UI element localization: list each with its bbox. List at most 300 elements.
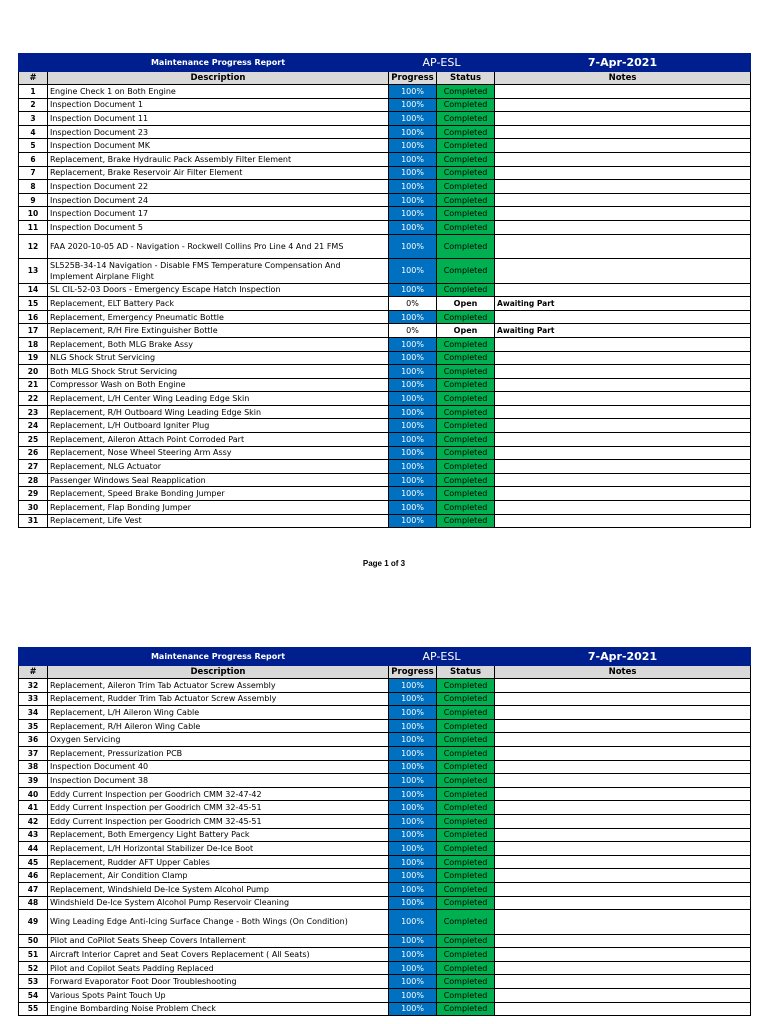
progress-cell: 100% [389, 882, 437, 896]
status-cell: Completed [437, 310, 495, 324]
table-row [19, 351, 751, 365]
status-cell: Completed [437, 774, 495, 788]
notes-cell [495, 351, 751, 365]
table-row [19, 692, 751, 706]
row-number: 53 [19, 975, 48, 989]
task-description: Engine Check 1 on Both Engine [48, 85, 389, 99]
col-notes-header: Notes [495, 72, 751, 85]
notes-cell [495, 473, 751, 487]
table-row [19, 392, 751, 406]
notes-cell [495, 787, 751, 801]
task-description: Replacement, ELT Battery Pack [48, 297, 389, 311]
row-number: 20 [19, 365, 48, 379]
task-description: Replacement, R/H Aileron Wing Cable [48, 719, 389, 733]
progress-cell: 100% [389, 760, 437, 774]
progress-cell: 100% [389, 392, 437, 406]
table-row [19, 501, 751, 515]
progress-cell: 0% [389, 324, 437, 338]
progress-cell: 100% [389, 1002, 437, 1016]
status-cell: Completed [437, 882, 495, 896]
progress-cell: 100% [389, 842, 437, 856]
progress-cell: 100% [389, 514, 437, 528]
status-cell: Completed [437, 896, 495, 910]
aircraft-registration: AP-ESL [389, 648, 495, 666]
notes-cell [495, 220, 751, 234]
table-row [19, 814, 751, 828]
row-number: 9 [19, 193, 48, 207]
status-cell: Completed [437, 501, 495, 515]
task-description: Replacement, Brake Hydraulic Pack Assembly Filter Element [48, 152, 389, 166]
row-number: 30 [19, 501, 48, 515]
row-number: 28 [19, 473, 48, 487]
status-cell: Completed [437, 787, 495, 801]
status-cell: Completed [437, 828, 495, 842]
progress-cell: 100% [389, 405, 437, 419]
col-num-header: # [19, 72, 48, 85]
status-cell: Open [437, 297, 495, 311]
progress-cell: 100% [389, 85, 437, 99]
status-cell: Completed [437, 125, 495, 139]
status-cell: Completed [437, 180, 495, 194]
progress-cell: 100% [389, 679, 437, 693]
task-description: Replacement, R/H Outboard Wing Leading Edge Skin [48, 405, 389, 419]
notes-cell [495, 746, 751, 760]
notes-cell [495, 433, 751, 447]
status-cell: Completed [437, 948, 495, 962]
task-description: Replacement, Air Condition Clamp [48, 869, 389, 883]
table-row [19, 801, 751, 815]
status-cell: Completed [437, 473, 495, 487]
notes-cell [495, 112, 751, 126]
status-cell: Completed [437, 419, 495, 433]
task-description: Replacement, R/H Fire Extinguisher Bottle [48, 324, 389, 338]
status-cell: Completed [437, 460, 495, 474]
notes-cell [495, 679, 751, 693]
col-num-header: # [19, 666, 48, 679]
status-cell: Completed [437, 961, 495, 975]
status-cell: Completed [437, 487, 495, 501]
notes-cell [495, 446, 751, 460]
task-description: Various Spots Paint Touch Up [48, 988, 389, 1002]
task-description: Replacement, Pressurization PCB [48, 746, 389, 760]
table-row [19, 760, 751, 774]
notes-cell [495, 166, 751, 180]
notes-cell [495, 487, 751, 501]
notes-cell [495, 139, 751, 153]
row-number: 16 [19, 310, 48, 324]
notes-cell [495, 934, 751, 948]
status-cell: Completed [437, 392, 495, 406]
task-rows-page-2 [19, 679, 751, 1016]
notes-cell [495, 842, 751, 856]
report-page-2 [18, 647, 750, 1016]
progress-cell: 100% [389, 337, 437, 351]
table-row [19, 324, 751, 338]
row-number: 14 [19, 283, 48, 297]
table-row [19, 746, 751, 760]
progress-cell: 100% [389, 310, 437, 324]
progress-cell: 100% [389, 166, 437, 180]
notes-cell [495, 814, 751, 828]
row-number: 54 [19, 988, 48, 1002]
progress-cell: 100% [389, 98, 437, 112]
task-description: Inspection Document 40 [48, 760, 389, 774]
row-number: 12 [19, 234, 48, 259]
task-description: Inspection Document 17 [48, 207, 389, 221]
progress-cell: 100% [389, 948, 437, 962]
task-description: Inspection Document MK [48, 139, 389, 153]
progress-cell: 100% [389, 910, 437, 935]
status-cell: Completed [437, 234, 495, 259]
row-number: 23 [19, 405, 48, 419]
notes-cell [495, 760, 751, 774]
table-row [19, 283, 751, 297]
table-row [19, 310, 751, 324]
table-row [19, 828, 751, 842]
task-description: Eddy Current Inspection per Goodrich CMM 32-47-42 [48, 787, 389, 801]
status-cell: Completed [437, 365, 495, 379]
task-description: Eddy Current Inspection per Goodrich CMM 32-45-51 [48, 814, 389, 828]
col-notes-header: Notes [495, 666, 751, 679]
table-row [19, 706, 751, 720]
progress-cell: 100% [389, 733, 437, 747]
notes-cell: Awaiting Part [495, 297, 751, 311]
task-description: Windshield De-Ice System Alcohol Pump Reservoir Cleaning [48, 896, 389, 910]
progress-cell: 100% [389, 473, 437, 487]
row-number: 52 [19, 961, 48, 975]
progress-cell: 100% [389, 746, 437, 760]
table-row [19, 948, 751, 962]
status-cell: Completed [437, 679, 495, 693]
report-date: 7-Apr-2021 [495, 648, 751, 666]
row-number: 17 [19, 324, 48, 338]
status-cell: Completed [437, 220, 495, 234]
notes-cell [495, 460, 751, 474]
row-number: 50 [19, 934, 48, 948]
notes-cell [495, 719, 751, 733]
maintenance-table-page-2 [18, 647, 751, 1016]
progress-cell: 100% [389, 220, 437, 234]
row-number: 48 [19, 896, 48, 910]
row-number: 45 [19, 855, 48, 869]
row-number: 13 [19, 259, 48, 284]
progress-cell: 100% [389, 692, 437, 706]
task-description: NLG Shock Strut Servicing [48, 351, 389, 365]
table-row [19, 719, 751, 733]
progress-cell: 100% [389, 283, 437, 297]
col-status-header: Status [437, 72, 495, 85]
task-description: Oxygen Servicing [48, 733, 389, 747]
table-row [19, 733, 751, 747]
task-description: Inspection Document 11 [48, 112, 389, 126]
status-cell: Completed [437, 259, 495, 284]
status-cell: Completed [437, 514, 495, 528]
status-cell: Completed [437, 351, 495, 365]
status-cell: Completed [437, 801, 495, 815]
progress-cell: 100% [389, 351, 437, 365]
task-description: Replacement, Brake Reservoir Air Filter Element [48, 166, 389, 180]
row-number: 11 [19, 220, 48, 234]
table-row [19, 473, 751, 487]
status-cell: Completed [437, 139, 495, 153]
report-title-row [19, 54, 751, 72]
table-row [19, 125, 751, 139]
status-cell: Completed [437, 975, 495, 989]
progress-cell: 100% [389, 139, 437, 153]
status-cell: Completed [437, 706, 495, 720]
table-row [19, 869, 751, 883]
row-number: 39 [19, 774, 48, 788]
notes-cell [495, 733, 751, 747]
row-number: 1 [19, 85, 48, 99]
task-description: Replacement, Both MLG Brake Assy [48, 337, 389, 351]
status-cell: Completed [437, 337, 495, 351]
report-date: 7-Apr-2021 [495, 54, 751, 72]
report-title-row [19, 648, 751, 666]
task-description: Passenger Windows Seal Reapplication [48, 473, 389, 487]
row-number: 35 [19, 719, 48, 733]
progress-cell: 100% [389, 365, 437, 379]
col-description-header: Description [48, 666, 389, 679]
progress-cell: 100% [389, 487, 437, 501]
status-cell: Completed [437, 733, 495, 747]
notes-cell [495, 283, 751, 297]
task-description: Inspection Document 22 [48, 180, 389, 194]
status-cell: Completed [437, 98, 495, 112]
status-cell: Completed [437, 692, 495, 706]
notes-cell [495, 365, 751, 379]
status-cell: Completed [437, 746, 495, 760]
column-header-row [19, 72, 751, 85]
progress-cell: 100% [389, 378, 437, 392]
table-row [19, 259, 751, 284]
progress-cell: 100% [389, 446, 437, 460]
table-row [19, 337, 751, 351]
notes-cell [495, 882, 751, 896]
report-title: Maintenance Progress Report [48, 648, 389, 666]
status-cell: Completed [437, 207, 495, 221]
status-cell: Completed [437, 112, 495, 126]
notes-cell [495, 501, 751, 515]
notes-cell [495, 180, 751, 194]
task-description: Replacement, NLG Actuator [48, 460, 389, 474]
task-description: Eddy Current Inspection per Goodrich CMM 32-45-51 [48, 801, 389, 815]
status-cell: Completed [437, 1002, 495, 1016]
row-number: 3 [19, 112, 48, 126]
col-progress-header: Progress [389, 72, 437, 85]
progress-cell: 100% [389, 801, 437, 815]
status-cell: Completed [437, 719, 495, 733]
report-title: Maintenance Progress Report [48, 54, 389, 72]
task-description: Wing Leading Edge Anti-Icing Surface Change - Both Wings (On Condition) [48, 910, 389, 935]
row-number: 47 [19, 882, 48, 896]
notes-cell [495, 193, 751, 207]
task-description: Engine Bombarding Noise Problem Check [48, 1002, 389, 1016]
task-description: Replacement, L/H Horizontal Stabilizer De-Ice Boot [48, 842, 389, 856]
table-row [19, 514, 751, 528]
task-description: Replacement, L/H Outboard Igniter Plug [48, 419, 389, 433]
status-cell: Completed [437, 814, 495, 828]
row-number: 6 [19, 152, 48, 166]
row-number: 34 [19, 706, 48, 720]
row-number: 10 [19, 207, 48, 221]
table-row [19, 679, 751, 693]
task-description: Pilot and Copilot Seats Padding Replaced [48, 961, 389, 975]
notes-cell [495, 207, 751, 221]
row-number: 32 [19, 679, 48, 693]
progress-cell: 100% [389, 234, 437, 259]
task-description: Forward Evaporator Foot Door Troubleshooting [48, 975, 389, 989]
progress-cell: 100% [389, 207, 437, 221]
notes-cell [495, 774, 751, 788]
task-description: Inspection Document 5 [48, 220, 389, 234]
row-number: 51 [19, 948, 48, 962]
status-cell: Completed [437, 152, 495, 166]
table-row [19, 961, 751, 975]
row-number: 33 [19, 692, 48, 706]
table-row [19, 405, 751, 419]
row-number: 15 [19, 297, 48, 311]
task-description: Inspection Document 38 [48, 774, 389, 788]
row-number: 43 [19, 828, 48, 842]
task-description: SL525B-34-14 Navigation - Disable FMS Temperature Compensation And Implement Airplane Flight [48, 259, 389, 284]
table-row [19, 446, 751, 460]
progress-cell: 100% [389, 125, 437, 139]
table-row [19, 166, 751, 180]
row-number: 25 [19, 433, 48, 447]
table-row [19, 98, 751, 112]
row-number: 26 [19, 446, 48, 460]
col-status-header: Status [437, 666, 495, 679]
table-row [19, 787, 751, 801]
row-number: 27 [19, 460, 48, 474]
task-description: Replacement, Rudder AFT Upper Cables [48, 855, 389, 869]
row-number: 29 [19, 487, 48, 501]
table-row [19, 1002, 751, 1016]
progress-cell: 100% [389, 975, 437, 989]
table-row [19, 855, 751, 869]
progress-cell: 100% [389, 259, 437, 284]
table-row [19, 910, 751, 935]
notes-cell [495, 961, 751, 975]
task-description: Compressor Wash on Both Engine [48, 378, 389, 392]
progress-cell: 100% [389, 774, 437, 788]
notes-cell [495, 975, 751, 989]
table-row [19, 896, 751, 910]
task-description: SL CIL-52-03 Doors - Emergency Escape Hatch Inspection [48, 283, 389, 297]
status-cell: Completed [437, 166, 495, 180]
progress-cell: 100% [389, 719, 437, 733]
row-number: 5 [19, 139, 48, 153]
table-row [19, 934, 751, 948]
table-row [19, 988, 751, 1002]
notes-cell [495, 310, 751, 324]
table-row [19, 378, 751, 392]
notes-cell [495, 706, 751, 720]
table-row [19, 487, 751, 501]
progress-cell: 100% [389, 787, 437, 801]
task-description: Replacement, Life Vest [48, 514, 389, 528]
status-cell: Completed [437, 910, 495, 935]
task-rows-page-1 [19, 85, 751, 528]
notes-cell [495, 234, 751, 259]
table-row [19, 180, 751, 194]
progress-cell: 100% [389, 814, 437, 828]
status-cell: Completed [437, 842, 495, 856]
row-number: 37 [19, 746, 48, 760]
task-description: Replacement, Rudder Trim Tab Actuator Screw Assembly [48, 692, 389, 706]
row-number: 8 [19, 180, 48, 194]
table-row [19, 433, 751, 447]
progress-cell: 100% [389, 988, 437, 1002]
status-cell: Completed [437, 405, 495, 419]
progress-cell: 100% [389, 934, 437, 948]
table-row [19, 842, 751, 856]
status-cell: Open [437, 324, 495, 338]
status-cell: Completed [437, 433, 495, 447]
notes-cell [495, 869, 751, 883]
table-row [19, 234, 751, 259]
task-description: Both MLG Shock Strut Servicing [48, 365, 389, 379]
table-row [19, 882, 751, 896]
notes-cell [495, 419, 751, 433]
progress-cell: 100% [389, 193, 437, 207]
row-number: 44 [19, 842, 48, 856]
progress-cell: 100% [389, 433, 437, 447]
table-row [19, 152, 751, 166]
table-row [19, 365, 751, 379]
status-cell: Completed [437, 934, 495, 948]
progress-cell: 100% [389, 828, 437, 842]
notes-cell [495, 910, 751, 935]
row-number: 38 [19, 760, 48, 774]
row-number: 24 [19, 419, 48, 433]
progress-cell: 100% [389, 180, 437, 194]
row-number: 46 [19, 869, 48, 883]
task-description: Replacement, Emergency Pneumatic Bottle [48, 310, 389, 324]
progress-cell: 100% [389, 460, 437, 474]
notes-cell [495, 337, 751, 351]
maintenance-table-page-1 [18, 53, 751, 528]
notes-cell [495, 259, 751, 284]
progress-cell: 100% [389, 896, 437, 910]
table-row [19, 193, 751, 207]
row-number: 36 [19, 733, 48, 747]
row-number: 2 [19, 98, 48, 112]
notes-cell [495, 392, 751, 406]
progress-cell: 100% [389, 152, 437, 166]
report-page-1 [18, 53, 750, 528]
status-cell: Completed [437, 869, 495, 883]
table-row [19, 220, 751, 234]
notes-cell [495, 801, 751, 815]
table-row [19, 112, 751, 126]
task-description: Inspection Document 24 [48, 193, 389, 207]
notes-cell [495, 152, 751, 166]
row-number: 55 [19, 1002, 48, 1016]
status-cell: Completed [437, 446, 495, 460]
task-description: Pilot and CoPilot Seats Sheep Covers Intallement [48, 934, 389, 948]
notes-cell [495, 85, 751, 99]
progress-cell: 100% [389, 501, 437, 515]
status-cell: Completed [437, 378, 495, 392]
task-description: Replacement, Both Emergency Light Battery Pack [48, 828, 389, 842]
table-row [19, 774, 751, 788]
table-row [19, 207, 751, 221]
col-progress-header: Progress [389, 666, 437, 679]
notes-cell [495, 896, 751, 910]
notes-cell [495, 692, 751, 706]
